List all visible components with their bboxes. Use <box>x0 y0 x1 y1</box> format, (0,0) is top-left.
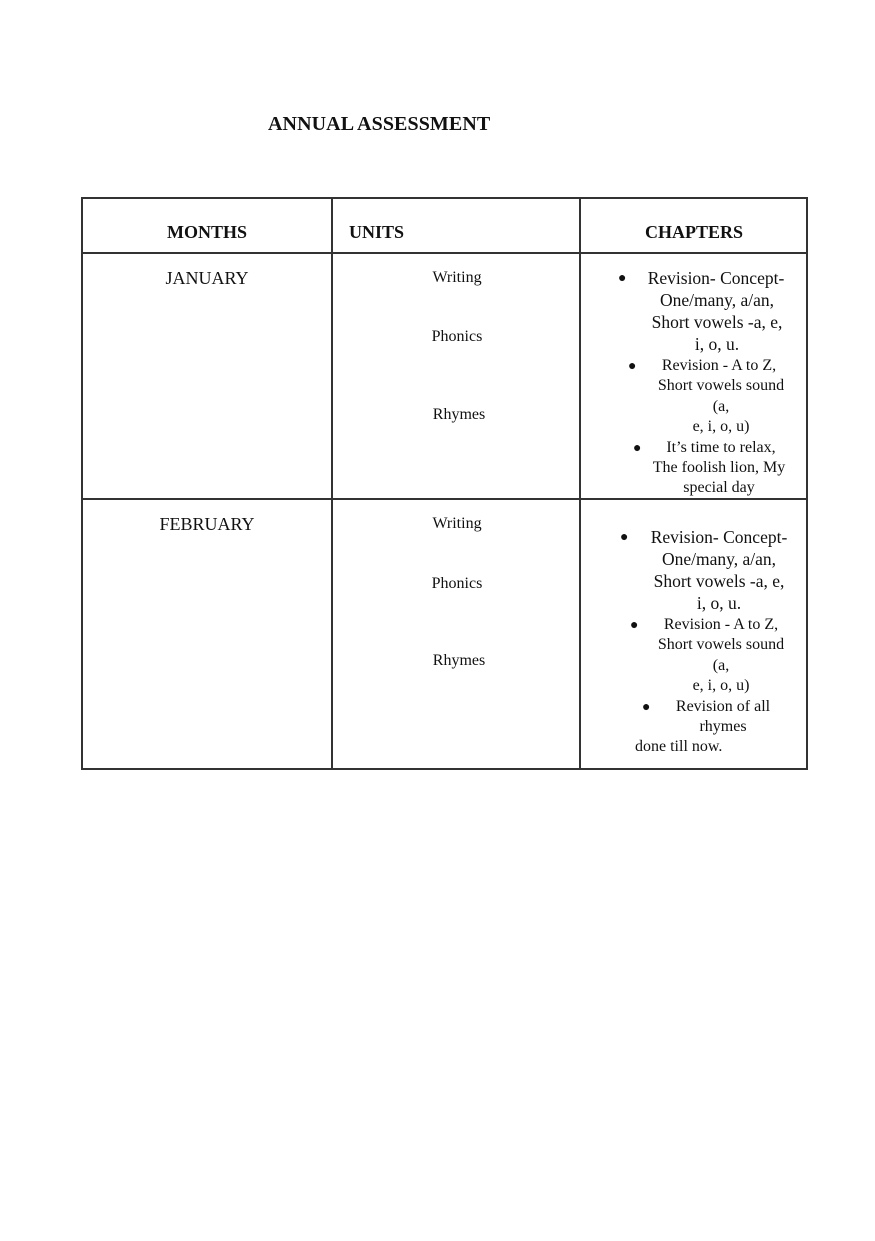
chapter-line: Revision- Concept- <box>647 268 785 288</box>
bullet-icon: ● <box>633 441 642 456</box>
chapter-line: Revision - A to Z, <box>663 616 779 633</box>
month-february: FEBRUARY <box>159 514 255 534</box>
assessment-table <box>81 197 808 770</box>
header-row-divider <box>83 252 806 254</box>
bullet-icon: ● <box>618 271 627 286</box>
header-months: MONTHS <box>166 222 247 242</box>
unit-phonics: Phonics <box>431 575 483 592</box>
unit-writing: Writing <box>432 269 482 286</box>
chapter-line: e, i, o, u) <box>692 677 750 694</box>
chapter-line: i, o, u. <box>696 593 742 613</box>
chapter-line: Short vowels -a, e, <box>653 571 785 591</box>
chapter-line: done till now. <box>635 738 723 755</box>
page-title: ANNUAL ASSESSMENT <box>268 113 491 135</box>
header-chapters: CHAPTERS <box>644 222 743 242</box>
chapter-line: e, i, o, u) <box>692 418 750 435</box>
chapter-line: Revision- Concept- <box>650 527 788 547</box>
bullet-icon: ● <box>642 700 651 715</box>
chapter-line: Short vowels sound <box>657 636 785 653</box>
header-units: UNITS <box>349 222 405 242</box>
chapter-line: Short vowels -a, e, <box>651 312 783 332</box>
row-divider-january-february <box>83 498 806 500</box>
chapter-line: Short vowels sound <box>657 377 785 394</box>
chapter-line: It’s time to relax, <box>666 439 776 456</box>
unit-writing: Writing <box>432 515 482 532</box>
chapter-line: One/many, a/an, <box>661 549 777 569</box>
chapter-line: Revision of all <box>675 698 771 715</box>
chapter-line: (a, <box>712 657 730 674</box>
unit-rhymes: Rhymes <box>432 406 486 423</box>
bullet-icon: ● <box>628 359 637 374</box>
unit-rhymes: Rhymes <box>432 652 486 669</box>
bullet-icon: ● <box>630 618 639 633</box>
chapter-line: rhymes <box>699 718 747 735</box>
chapter-line: The foolish lion, My <box>652 459 786 476</box>
chapter-line: (a, <box>712 398 730 415</box>
chapter-line: One/many, a/an, <box>659 290 775 310</box>
chapter-line: Revision - A to Z, <box>661 357 777 374</box>
bullet-icon: ● <box>620 530 629 545</box>
unit-phonics: Phonics <box>431 328 483 345</box>
chapter-line: i, o, u. <box>694 334 740 354</box>
chapter-line: special day <box>683 479 755 496</box>
month-january: JANUARY <box>165 268 249 288</box>
